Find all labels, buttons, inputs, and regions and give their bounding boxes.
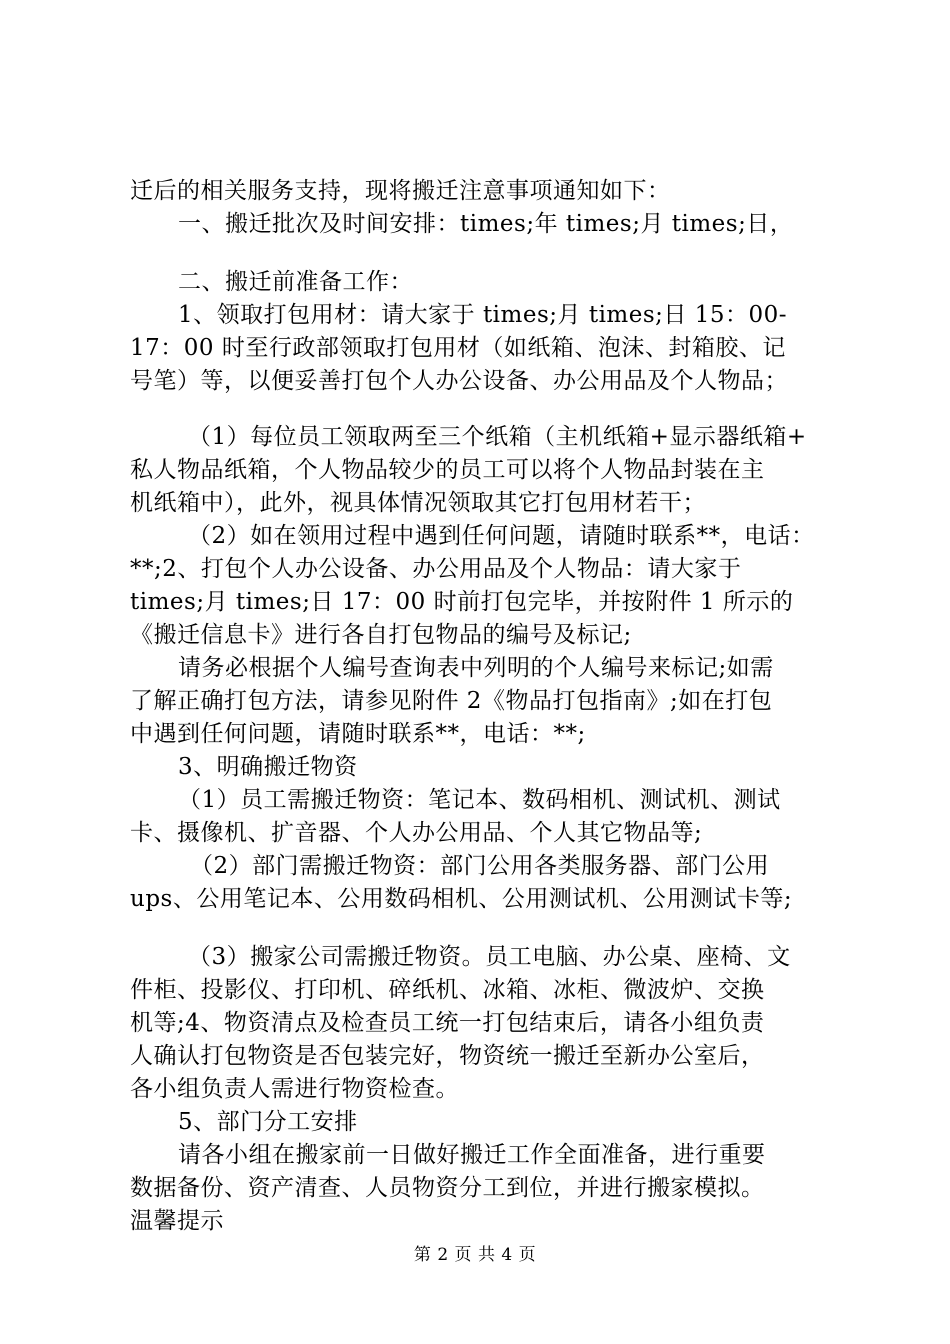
- body-line: 5、部门分工安排: [178, 1109, 358, 1135]
- body-line: 迁后的相关服务支持，现将搬迁注意事项通知如下：: [130, 178, 671, 204]
- body-line: （1）员工需搬迁物资：笔记本、数码相机、测试机、测试: [178, 787, 781, 813]
- body-line: 《搬迁信息卡》进行各自打包物品的编号及标记;: [130, 622, 632, 648]
- body-line: 一、搬迁批次及时间安排：times;年 times;月 times;日，: [178, 211, 794, 237]
- body-line: **;2、打包个人办公设备、办公用品及个人物品：请大家于: [130, 556, 742, 582]
- body-line: 请务必根据个人编号查询表中列明的个人编号来标记;如需: [178, 655, 774, 681]
- body-line: 数据备份、资产清查、人员物资分工到位，并进行搬家模拟。: [130, 1175, 765, 1201]
- body-line: 各小组负责人需进行物资检查。: [130, 1076, 459, 1102]
- body-line: 机纸箱中），此外，视具体情况领取其它打包用材若干；: [130, 490, 706, 516]
- body-line: 了解正确打包方法，请参见附件 2《物品打包指南》;如在打包: [130, 688, 773, 714]
- body-line: 温馨提示: [130, 1208, 224, 1234]
- body-line: 3、明确搬迁物资: [178, 754, 358, 780]
- body-line: ups、公用笔记本、公用数码相机、公用测试机、公用测试卡等;: [130, 886, 793, 912]
- body-line: 1、领取打包用材：请大家于 times;月 times;日 15：00-: [178, 302, 788, 328]
- body-line: 件柜、投影仪、打印机、碎纸机、冰箱、冰柜、微波炉、交换: [130, 977, 765, 1003]
- body-line: 机等;4、物资清点及检查员工统一打包结束后，请各小组负责: [130, 1010, 765, 1036]
- body-line: 人确认打包物资是否包装完好，物资统一搬迁至新办公室后，: [130, 1043, 765, 1069]
- body-line: 17：00 时至行政部领取打包用材（如纸箱、泡沫、封箱胶、记: [130, 335, 786, 361]
- page-number-footer: 第 2 页 共 4 页: [413, 1245, 537, 1265]
- body-line: 号笔）等，以便妥善打包个人办公设备、办公用品及个人物品；: [130, 368, 788, 394]
- body-line: times;月 times;日 17：00 时前打包完毕，并按附件 1 所示的: [130, 589, 794, 615]
- body-line: （3）搬家公司需搬迁物资。员工电脑、办公桌、座椅、文: [188, 944, 791, 970]
- body-line: 二、搬迁前准备工作：: [178, 269, 413, 295]
- body-line: 中遇到任何问题，请随时联系**，电话：**;: [130, 721, 586, 747]
- body-line: 私人物品纸箱，个人物品较少的员工可以将个人物品封装在主: [130, 457, 765, 483]
- body-line: 请各小组在搬家前一日做好搬迁工作全面准备，进行重要: [178, 1142, 766, 1168]
- body-line: （2）如在领用过程中遇到任何问题，请随时联系**，电话：: [188, 523, 815, 549]
- body-line: （1）每位员工领取两至三个纸箱（主机纸箱+显示器纸箱+: [188, 424, 807, 450]
- body-line: 卡、摄像机、扩音器、个人办公用品、个人其它物品等;: [130, 820, 703, 846]
- body-line: （2）部门需搬迁物资：部门公用各类服务器、部门公用: [190, 853, 770, 879]
